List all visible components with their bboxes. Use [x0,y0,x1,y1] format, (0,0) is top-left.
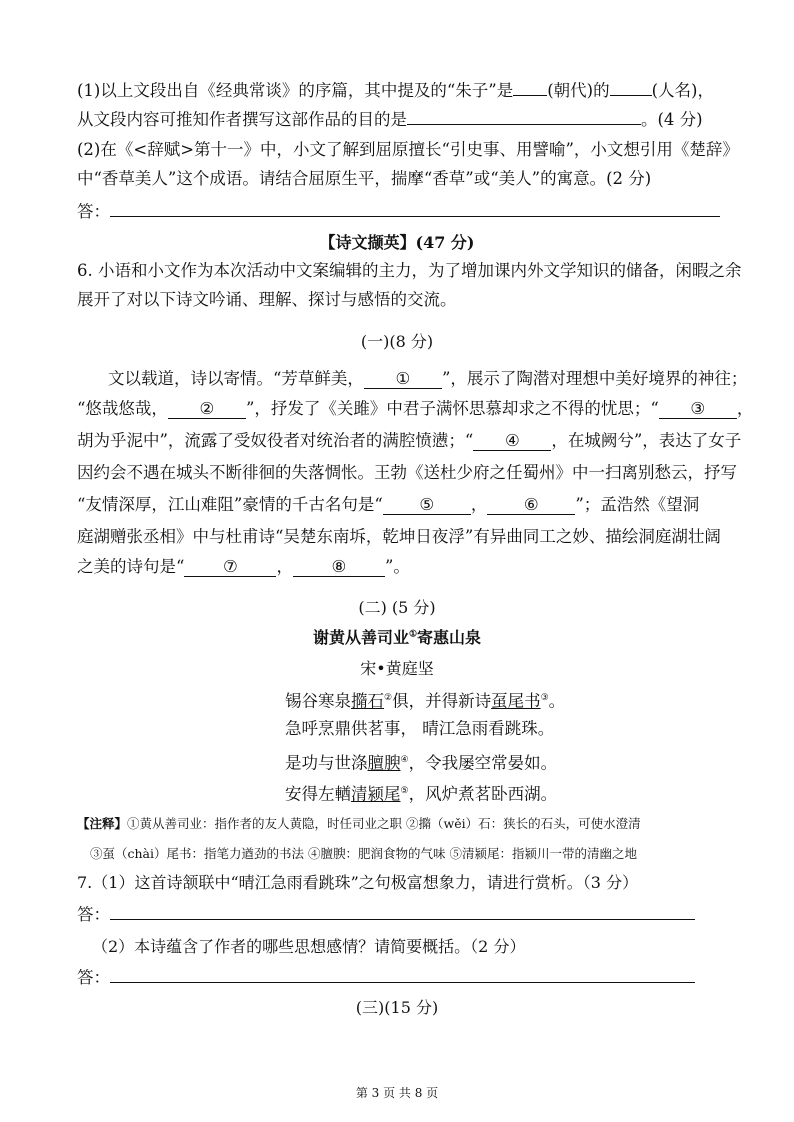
blank-8[interactable]: ⑧ [293,558,385,577]
part1-line2: “悠哉悠哉， ② ”，抒发了《关雎》中君子满怀思慕却求之不得的忧思；“ ③ ， [77,399,754,418]
part1-line1: 文以载道，诗以寄情。“芳草鲜美， ① ”，展示了陶潜对理想中美好境界的神往； [108,369,748,388]
part1-line5: “友情深厚，江山难阻”豪情的千古名句是“ ⑤ ， ⑥ ”；孟浩然《望洞 [77,495,700,514]
poem-line1: 锡谷寒泉撱石②俱，并得新诗虿尾书③。 [285,691,566,711]
q6-line2: 展开了对以下诗文吟诵、理解、探讨与感悟的交流。 [77,290,457,309]
blank-3[interactable]: ③ [659,400,737,419]
poem-title: 谢黄从善司业①寄惠山泉 [312,628,482,647]
blank-7[interactable]: ⑦ [184,558,276,577]
q5-part2-line2: 中“香草美人”这个成语。请结合屈原生平，揣摩“香草”或“美人”的寓意。(2 分) [77,169,652,188]
q7-answer-line1: 答： [77,903,695,926]
q7-answer-line2: 答： [77,966,695,989]
blank-2[interactable]: ② [168,400,246,419]
q5-part1-line1: (1)以上文段出自《经典常谈》的序篇，其中提及的“朱子”是 (朝代)的 (人名)， [77,77,714,102]
q7-part1: 7.（1）这首诗颔联中“晴江急雨看跳珠”之句极富想象力，请进行赏析。（3 分） [77,873,639,892]
part1-heading: (一)(8 分) [360,332,434,351]
part1-line6: 庭湖赠张丞相》中与杜甫诗“吴楚东南坼，乾坤日夜浮”有异曲同工之妙、描绘洞庭湖壮阔 [77,527,721,546]
blank-person-name[interactable] [610,77,652,96]
poem-line2: 急呼烹鼎供茗事， 晴江急雨看跳珠。 [285,719,555,738]
answer-field[interactable] [110,966,695,983]
part2-heading: (二) (5 分) [358,598,436,617]
blank-4[interactable]: ④ [473,432,551,451]
blank-dynasty[interactable] [513,77,547,96]
poem-line4: 安得左輶清颍尾⑤，风炉煮茗卧西湖。 [285,784,558,804]
page-footer: 第 3 页 共 8 页 [355,1086,439,1100]
q7-part2: （2）本诗蕴含了作者的哪些思想感情？请简要概括。（2 分） [92,937,526,956]
poem-author: 宋•黄庭坚 [360,659,434,678]
annotation-line1: 【注释】①黄从善司业：指作者的友人黄隐，时任司业之职 ②撱（wěi）石：狭长的石头，可使水澄清 [77,816,641,831]
q5-answer-line: 答： [77,200,720,223]
part1-line7: 之美的诗句是“ ⑦ ， ⑧ ”。 [77,557,410,576]
q6-line1: 6. 小语和小文作为本次活动中文案编辑的主力，为了增加课内外文学知识的储备，闲暇之余 [77,261,742,280]
blank-purpose[interactable] [407,106,641,125]
q5-part2-line1: (2)在《<辞赋>第十一》中，小文了解到屈原擅长“引史事、用譬喻”，小文想引用《楚辞》 [77,140,739,159]
part1-line3: 胡为乎泥中”，流露了受奴役者对统治者的满腔愤懑；“ ④ ，在城阙兮”，表达了女子 [77,431,742,450]
section-title: 【诗文撷英】(47 分) [319,233,475,252]
part1-line4: 因约会不遇在城头不断徘徊的失落惆怅。王勃《送杜少府之任蜀州》中一扫离别愁云，抒写 [77,463,737,482]
answer-field[interactable] [110,200,720,217]
answer-field[interactable] [110,903,695,920]
blank-5[interactable]: ⑤ [383,496,471,515]
blank-1[interactable]: ① [364,370,442,389]
annotation-line2: ③虿（chài）尾书：指笔力遒劲的书法 ④膻腴：肥润食物的气味 ⑤清颍尾：指颍川一带的清幽之地 [90,846,637,861]
q5-part1-line2: 从文段内容可推知作者撰写这部作品的目的是 。(4 分) [77,106,703,131]
part3-heading: (三)(15 分) [355,998,439,1017]
poem-line3: 是功与世涤膻腴④，令我屡空常晏如。 [285,753,558,773]
blank-6[interactable]: ⑥ [487,496,575,515]
